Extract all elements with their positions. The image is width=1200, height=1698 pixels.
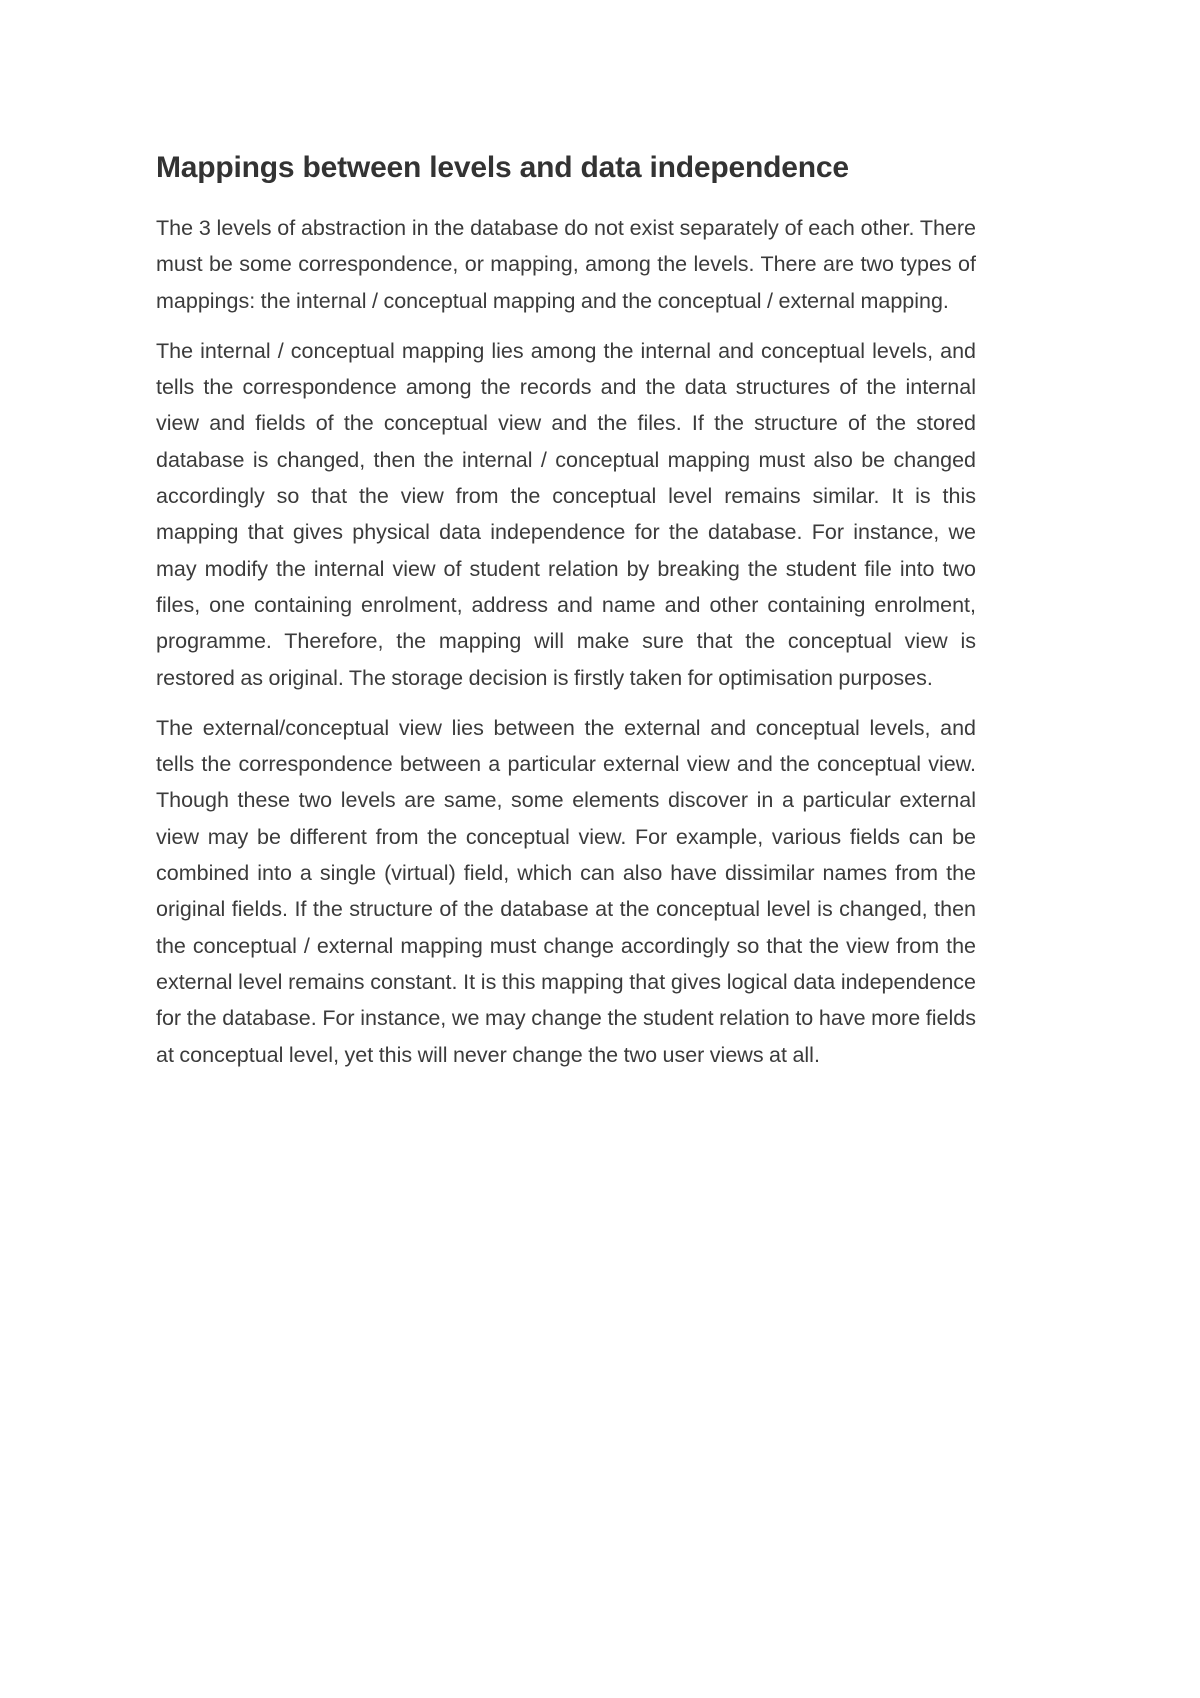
paragraph-1: The 3 levels of abstraction in the database do not exist separately of each other. There must be some correspondence, or mapping, among the levels. There are two types of mappings: the internal / conceptual mapping and the conceptual / external mapping.: [156, 216, 976, 313]
paragraph-3: The external/conceptual view lies between the external and conceptual levels, and tells the correspondence between a particular external view and the conceptual view. Though these two levels are same, some elements discover in a particular external view may be different from the conceptual view. For example, various fields can be combined into a single (virtual) field, which can also have dissimilar names from the original fields. If the structure of the database at the conceptual level is changed, then the conceptual / external mapping must change accordingly so that the view from the external level remains constant. It is this mapping that gives logical data independence for the database. For instance, we may change the student relation to have more fields at conceptual level, yet this will never change the two user views at all.: [156, 715, 976, 1067]
document-page: [156, 150, 976, 1087]
paragraph-2: The internal / conceptual mapping lies among the internal and conceptual levels, and tells the correspondence among the records and the data structures of the internal view and fields of the conceptual view and the files. If the structure of the stored database is changed, then the internal / conceptual mapping must also be changed accordingly so that the view from the conceptual level remains similar. It is this mapping that gives physical data independence for the database. For instance, we may modify the internal view of student relation by breaking the student file into two files, one containing enrolment, address and name and other containing enrolment, programme. Therefore, the mapping will make sure that the conceptual view is restored as original. The storage decision is firstly taken for optimisation purposes.: [156, 338, 976, 690]
page-title: Mappings between levels and data independence: [156, 151, 849, 184]
